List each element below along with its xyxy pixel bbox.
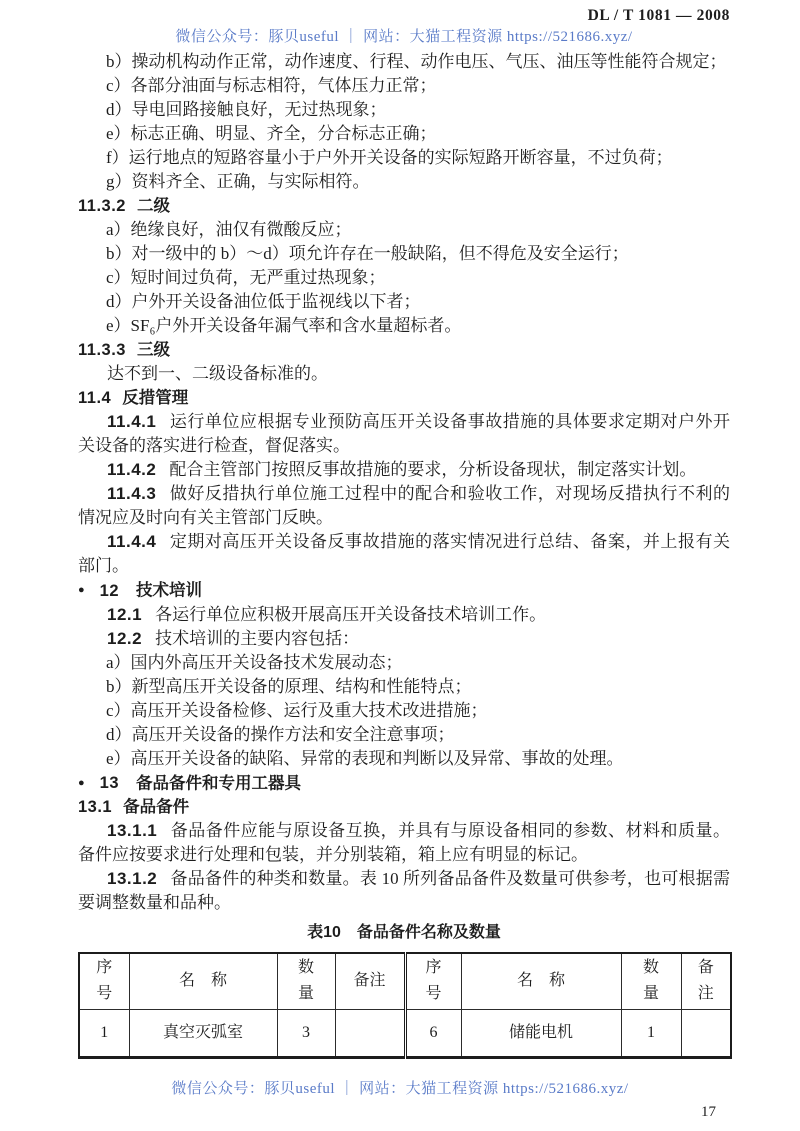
clause-12-1: [78, 603, 730, 627]
section-number: 12: [99, 581, 120, 600]
clause-number: 13.1.1: [107, 821, 158, 840]
list-item-d: d）户外开关设备油位低于监视线以下者；: [106, 292, 421, 311]
clause-number: 13.1.2: [107, 869, 158, 888]
clause-title: 反措管理: [122, 389, 189, 407]
header-note-left: 备注: [335, 953, 405, 1009]
watermark-bottom: 微信公众号：豚贝useful ｜ 网站：大猫工程资源 https://521686.xyz/: [171, 1081, 629, 1097]
clause-11-4-1: [78, 410, 730, 458]
header-seq-left: 序号: [79, 953, 129, 1009]
list-item-g: g）资料齐全、正确，与实际相符。: [106, 172, 370, 191]
clause-number: 11.3.3: [78, 341, 126, 359]
cell-qty-left: 3: [277, 1009, 335, 1057]
table-row: [79, 1009, 731, 1057]
list-item-f: f）运行地点的短路容量小于户外开关设备的实际短路开断容量，不过负荷；: [106, 148, 673, 167]
table-header-row: [79, 953, 731, 1009]
clause-text: 各运行单位应积极开展高压开关设备技术培训工作。: [155, 604, 547, 624]
cell-seq-left: 1: [79, 1009, 129, 1057]
section-title: 备品备件和专用工器具: [136, 774, 302, 792]
header-note-right: 备注: [681, 953, 731, 1009]
list-item-d: d）高压开关设备的操作方法和安全注意事项；: [106, 724, 455, 744]
clause-heading-11-3-2: [78, 194, 730, 218]
cell-name-left: 真空灭弧室: [129, 1009, 277, 1057]
clause-number: 11.4.4: [107, 532, 157, 551]
list-item-c: c）短时间过负荷，无严重过热现象；: [106, 268, 386, 287]
header-name-left: 名 称: [129, 953, 277, 1009]
clause-number: 12.1: [107, 604, 143, 624]
clause-text: 运行单位应根据专业预防高压开关设备事故措施的具体要求定期对户外开关设备的落实进行检查，督促落实。: [78, 412, 730, 455]
clause-text: 配合主管部门按照反事故措施的要求，分析设备现状，制定落实计划。: [169, 460, 697, 479]
clause-heading-13-1: [78, 795, 730, 819]
section-heading-12: [78, 578, 730, 603]
list-item-b: b）对一级中的 b）～d）项允许存在一般缺陷，但不得危及安全运行；: [106, 244, 629, 263]
clause-text: 技术培训的主要内容包括：: [155, 628, 360, 648]
clause-11-4-2: [78, 458, 730, 482]
spare-parts-table: [78, 952, 732, 1059]
clause-text: 备品备件的种类和数量。表 10 所列备品备件及数量可供参考，也可根据需要调整数量和品种。: [78, 869, 730, 912]
cell-note-right: [681, 1009, 731, 1057]
list-item-e: e）SF₆户外开关设备年漏气率和含水量超标者。: [106, 316, 462, 335]
header-qty-left: 数量: [277, 953, 335, 1009]
cell-seq-right: 6: [405, 1009, 461, 1057]
document-body: [78, 50, 730, 1059]
clause-number: 11.3.2: [78, 197, 126, 215]
clause-12-2: [78, 627, 730, 651]
clause-number: 11.4.3: [107, 484, 157, 503]
cell-qty-right: 1: [621, 1009, 681, 1057]
header-seq-right: 序号: [405, 953, 461, 1009]
bullet-icon: ●: [78, 776, 85, 789]
section-heading-13: [78, 771, 730, 796]
clause-text: 定期对高压开关设备反事故措施的落实情况进行总结、备案，并上报有关部门。: [78, 532, 730, 575]
clause-number: 11.4: [78, 389, 112, 407]
table-title: 表10 备品备件名称及数量: [307, 924, 501, 941]
bullet-icon: ●: [78, 584, 85, 596]
list-item-b: b）新型高压开关设备的原理、结构和性能特点；: [106, 676, 472, 696]
clause-number: 12.2: [107, 628, 143, 648]
clause-number: 11.4.2: [107, 460, 157, 479]
clause-13-1-1: [78, 819, 730, 867]
clause-text: 做好反措执行单位施工过程中的配合和验收工作，对现场反措执行不利的情况应及时向有关主管部门反映。: [78, 484, 730, 527]
watermark-top: 微信公众号：豚贝useful ｜ 网站：大猫工程资源 https://521686.xyz/: [175, 29, 633, 45]
clause-heading-11-3-3: [78, 338, 730, 362]
header-qty-right: 数量: [621, 953, 681, 1009]
header-name-right: 名 称: [461, 953, 621, 1009]
clause-13-1-2: [78, 867, 730, 915]
list-item-b: b）操动机构动作正常，动作速度、行程、动作电压、气压、油压等性能符合规定；: [106, 52, 727, 71]
clause-title: 二级: [136, 197, 170, 215]
list-item-a: a）绝缘良好，油仅有微酸反应；: [106, 220, 352, 239]
list-item-c: c）各部分油面与标志相符，气体压力正常；: [106, 76, 437, 95]
page-number: 17: [701, 1104, 716, 1120]
list-item-c: c）高压开关设备检修、运行及重大技术改进措施；: [106, 700, 488, 720]
clause-11-4-4: [78, 530, 730, 578]
clause-number: 11.4.1: [107, 412, 157, 431]
clause-heading-11-4: [78, 386, 730, 410]
paragraph: 达不到一、二级设备标准的。: [107, 364, 328, 383]
cell-note-left: [335, 1009, 405, 1057]
section-title: 技术培训: [136, 581, 203, 600]
list-item-d: d）导电回路接触良好，无过热现象；: [106, 100, 387, 119]
list-item-a: a）国内外高压开关设备技术发展动态；: [106, 652, 403, 672]
standard-code: DL / T 1081 — 2008: [587, 7, 730, 24]
clause-title: 备品备件: [123, 798, 190, 816]
list-item-e: e）高压开关设备的缺陷、异常的表现和判断以及异常、事故的处理。: [106, 748, 624, 768]
list-item-e: e）标志正确、明显、齐全，分合标志正确；: [106, 124, 437, 143]
clause-number: 13.1: [78, 798, 113, 816]
cell-name-right: 储能电机: [461, 1009, 621, 1057]
clause-text: 备品备件应能与原设备互换，并具有与原设备相同的参数、材料和质量。备件应按要求进行处理和包装，并分别装箱，箱上应有明显的标记。: [78, 821, 730, 864]
section-number: 13: [99, 774, 120, 792]
clause-11-4-3: [78, 482, 730, 530]
clause-title: 三级: [136, 341, 170, 359]
